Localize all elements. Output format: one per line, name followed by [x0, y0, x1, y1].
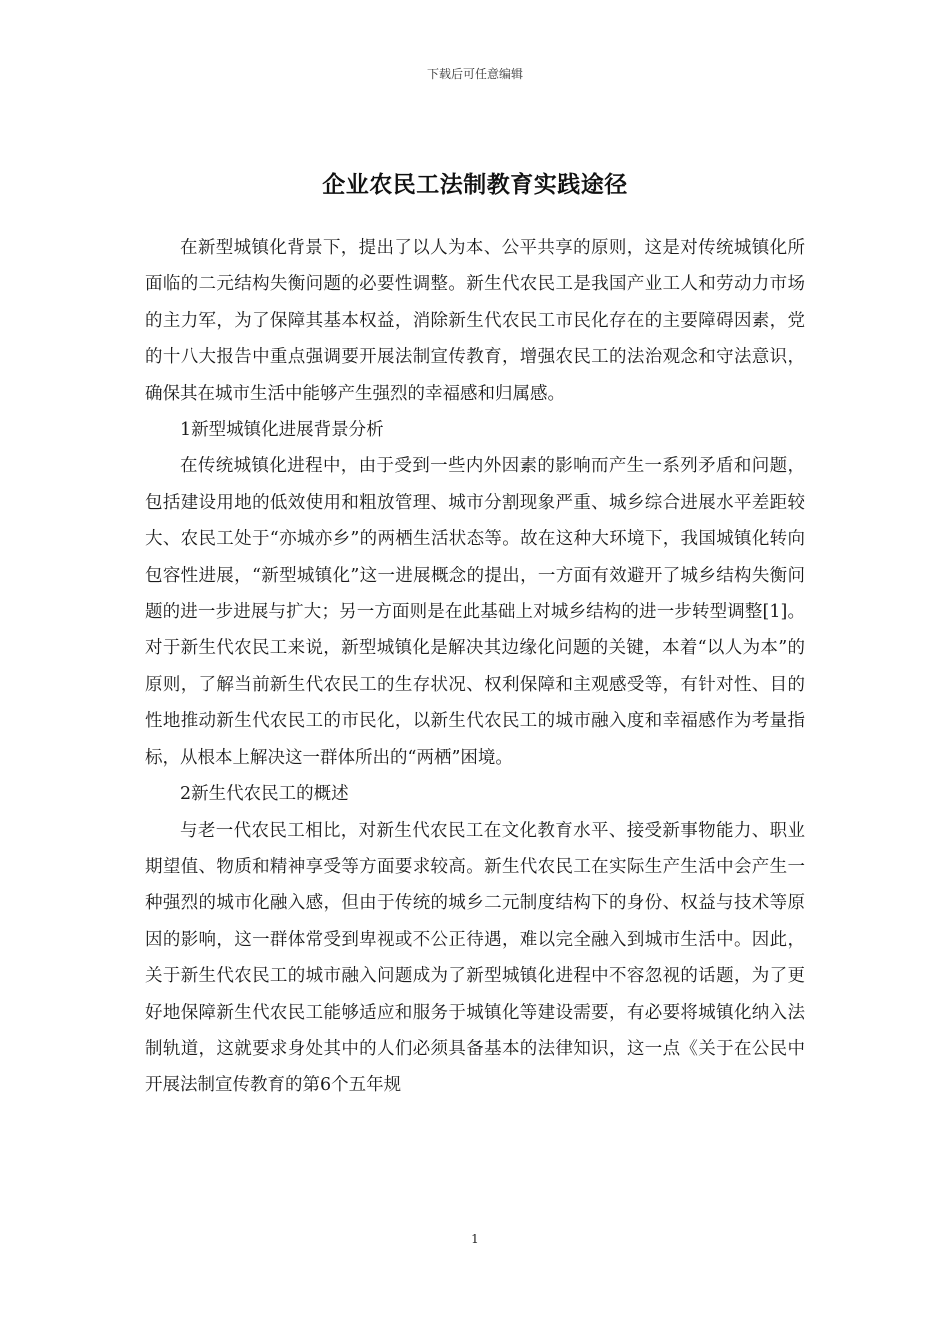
section-1-heading: 1新型城镇化进展背景分析 [180, 420, 384, 441]
page-number: 1 [471, 1232, 479, 1246]
page-header-note: 下载后可任意编辑 [426, 67, 523, 81]
section-2-paragraph: 与老一代农民工相比，对新生代农民工在文化教育水平、接受新事物能力、职业期望值、物质和精神享受等方面要求较高。新生代农民工在实际生产生活中会产生一种强烈的城市化融入感，但由于传统的城乡二元制度结构下的身份、权益与技术等原因的影响，这一群体常受到卑视或不公正待遇，难以完全融入到城市生活中。因此，关于新生代农民工的城市融入问题成为了新型城镇化进程中不容忽视的话题，为了更好地保障新生代农民工能够适应和服务于城镇化等建设需要，有必要将城镇化纳入法制轨道，这就要求身处其中的人们必须具备基本的法律知识，这一点《关于在公民中开展法制宣传教育的第6个五年规 [145, 820, 805, 1096]
intro-paragraph: 在新型城镇化背景下，提出了以人为本、公平共享的原则，这是对传统城镇化所面临的二元结构失衡问题的必要性调整。新生代农民工是我国产业工人和劳动力市场的主力军，为了保障其基本权益，消除新生代农民工市民化存在的主要障碍因素，党的十八大报告中重点强调要开展法制宣传教育，增强农民工的法治观念和守法意识，确保其在城市生活中能够产生强烈的幸福感和归属感。 [145, 238, 805, 404]
document-title: 企业农民工法制教育实践途径 [322, 171, 628, 199]
document-body [145, 230, 805, 1104]
section-2-heading: 2新生代农民工的概述 [180, 784, 349, 805]
section-1-paragraph: 在传统城镇化进程中，由于受到一些内外因素的影响而产生一系列矛盾和问题，包括建设用地的低效使用和粗放管理、城市分割现象严重、城乡综合进展水平差距较大、农民工处于“亦城亦乡”的两栖生活状态等。故在这种大环境下，我国城镇化转向包容性进展，“新型城镇化”这一进展概念的提出，一方面有效避开了城乡结构失衡问题的进一步进展与扩大；另一方面则是在此基础上对城乡结构的进一步转型调整[1]。对于新生代农民工来说，新型城镇化是解决其边缘化问题的关键，本着“以人为本”的原则，了解当前新生代农民工的生存状况、权利保障和主观感受等，有针对性、目的性地推动新生代农民工的市民化，以新生代农民工的城市融入度和幸福感作为考量指标，从根本上解决这一群体所出的“两栖”困境。 [145, 456, 805, 768]
